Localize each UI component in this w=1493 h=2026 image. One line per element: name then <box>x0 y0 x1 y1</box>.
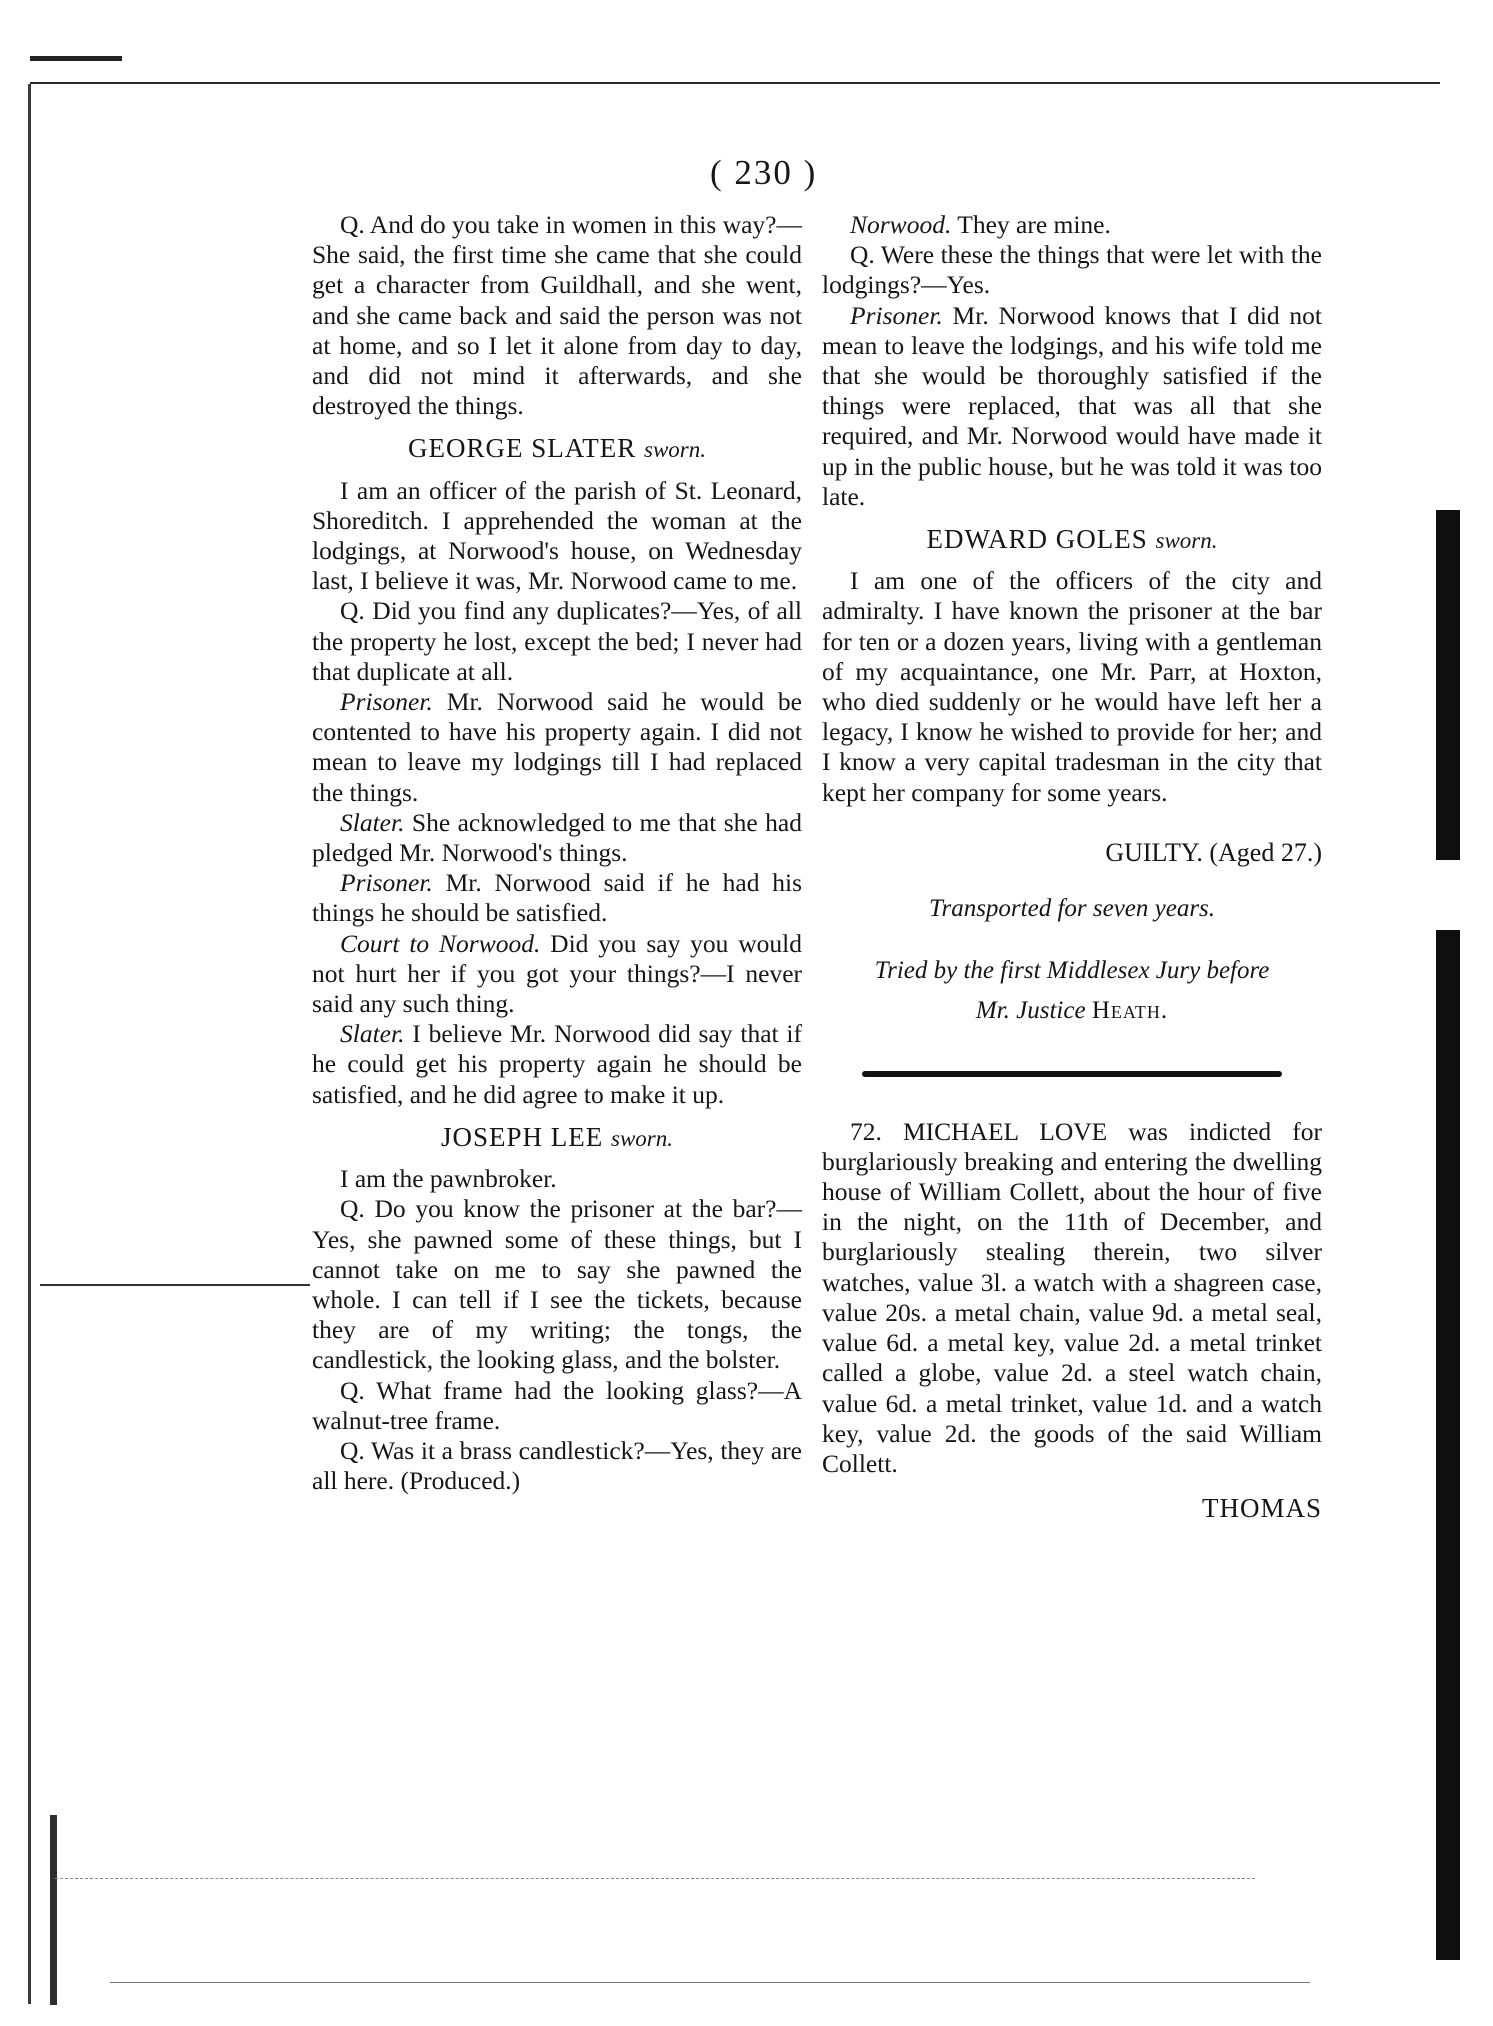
paragraph: Q. Were these the things that were let with the lodgings?—Yes. <box>822 240 1322 300</box>
gutter-rule <box>40 1284 310 1286</box>
paragraph: Norwood. They are mine. <box>850 210 1111 239</box>
witness-heading-goles: EDWARD GOLES sworn. <box>926 524 1218 555</box>
paragraph: Slater. She acknowledged to me that she had pledged Mr. Norwood's things. <box>312 807 802 868</box>
right-column <box>822 210 1322 1523</box>
jury-line: Tried by the first Middlesex Jury before <box>874 957 1270 985</box>
scan-right-bar-upper <box>1436 510 1460 860</box>
scan-top-rule <box>30 82 1440 84</box>
page-number: ( 230 ) <box>710 153 818 192</box>
paragraph: Q. Do you know the prisoner at the bar?—Yes, she pawned some of these things, but I cannot take on me to say she pawned the whole. I can tell if I see the tickets, because they are of my writing; the tongs, the candlestick, the looking glass, and the bolster. <box>312 1194 802 1375</box>
section-divider <box>862 1071 1282 1077</box>
scan-binding-mark <box>50 1815 57 2005</box>
witness-heading-slater: GEORGE SLATER sworn. <box>408 433 706 464</box>
witness-heading-lee: JOSEPH LEE sworn. <box>440 1121 673 1152</box>
paragraph: Q. And do you take in women in this way?—She said, the first time she came that she could get a character from Guildhall, and she went, and she came back and said the person was not at home, and so I let it alone from day to day, and did not mind it afterwards, and she destroyed the things. <box>312 210 802 421</box>
scan-left-rule <box>28 84 31 2004</box>
scan-bottom-rule <box>110 1982 1310 1983</box>
paragraph: Prisoner. Mr. Norwood knows that I did not mean to leave the lodgings, and his wife told me that she would be thoroughly satisfied if the things were replaced, that was all that she required, and Mr. Norwood would have made it up in the public house, but he was told it was too late. <box>822 300 1322 511</box>
paragraph: Q. Was it a brass candlestick?—Yes, they are all here. (Produced.) <box>312 1435 802 1496</box>
paragraph: Prisoner. Mr. Norwood said he would be contented to have his property again. I did not mean to leave my lodgings till I had replaced the things. <box>312 687 802 807</box>
scan-edge-mark <box>30 56 122 61</box>
paragraph: Q. What frame had the looking glass?—A walnut-tree frame. <box>312 1375 802 1435</box>
paragraph: Slater. I believe Mr. Norwood did say that if he could get his property again he should be satisfied, and he did agree to make it up. <box>312 1019 802 1109</box>
indictment-paragraph: 72. MICHAEL LOVE was indicted for burglariously breaking and entering the dwelling house of William Collett, about the hour of five in the night, on the 11th of December, and burglariously stealing therein, two silver watches, value 3l. a watch with a shagreen case, value 20s. a metal chain, value 9d. a metal seal, value 6d. a metal key, value 2d. a metal trinket called a globe, value 2d. a steel watch chain, value 6d. a metal trinket, value 1d. and a watch key, value 2d. the goods of the said William Collett. <box>822 1116 1322 1478</box>
paragraph: Prisoner. Mr. Norwood said if he had his things he should be satisfied. <box>312 868 802 928</box>
sentence: Transported for seven years. <box>928 895 1216 923</box>
paragraph: I am the pawnbroker. <box>340 1164 557 1194</box>
paragraph: Q. Did you find any duplicates?—Yes, of all the property he lost, except the bed; I never had that duplicate at all. <box>312 596 802 686</box>
justice-line: Mr. Justice Heath. <box>975 997 1169 1025</box>
left-column <box>312 210 802 1496</box>
paragraph: I am one of the officers of the city and admiralty. I have known the prisoner at the bar for ten or a dozen years, living with a gentleman of my acquaintance, one Mr. Parr, at Hoxton, who died suddenly or he would have left her a legacy, I know he wished to provide for her; and I know a very capital tradesman in the city that kept her company for some years. <box>822 566 1322 807</box>
scan-right-bar-lower <box>1436 930 1460 1960</box>
verdict: GUILTY. (Aged 27.) <box>1105 837 1322 867</box>
paragraph: I am an officer of the parish of St. Leonard, Shoreditch. I apprehended the woman at the lodgings, at Norwood's house, on Wednesday last, I believe it was, Mr. Norwood came to me. <box>312 475 802 596</box>
scan-dashed-rule <box>55 1878 1255 1880</box>
paragraph: Court to Norwood. Did you say you would not hurt her if you got your things?—I never said any such thing. <box>312 928 802 1019</box>
catchword: THOMAS <box>1201 1493 1322 1524</box>
